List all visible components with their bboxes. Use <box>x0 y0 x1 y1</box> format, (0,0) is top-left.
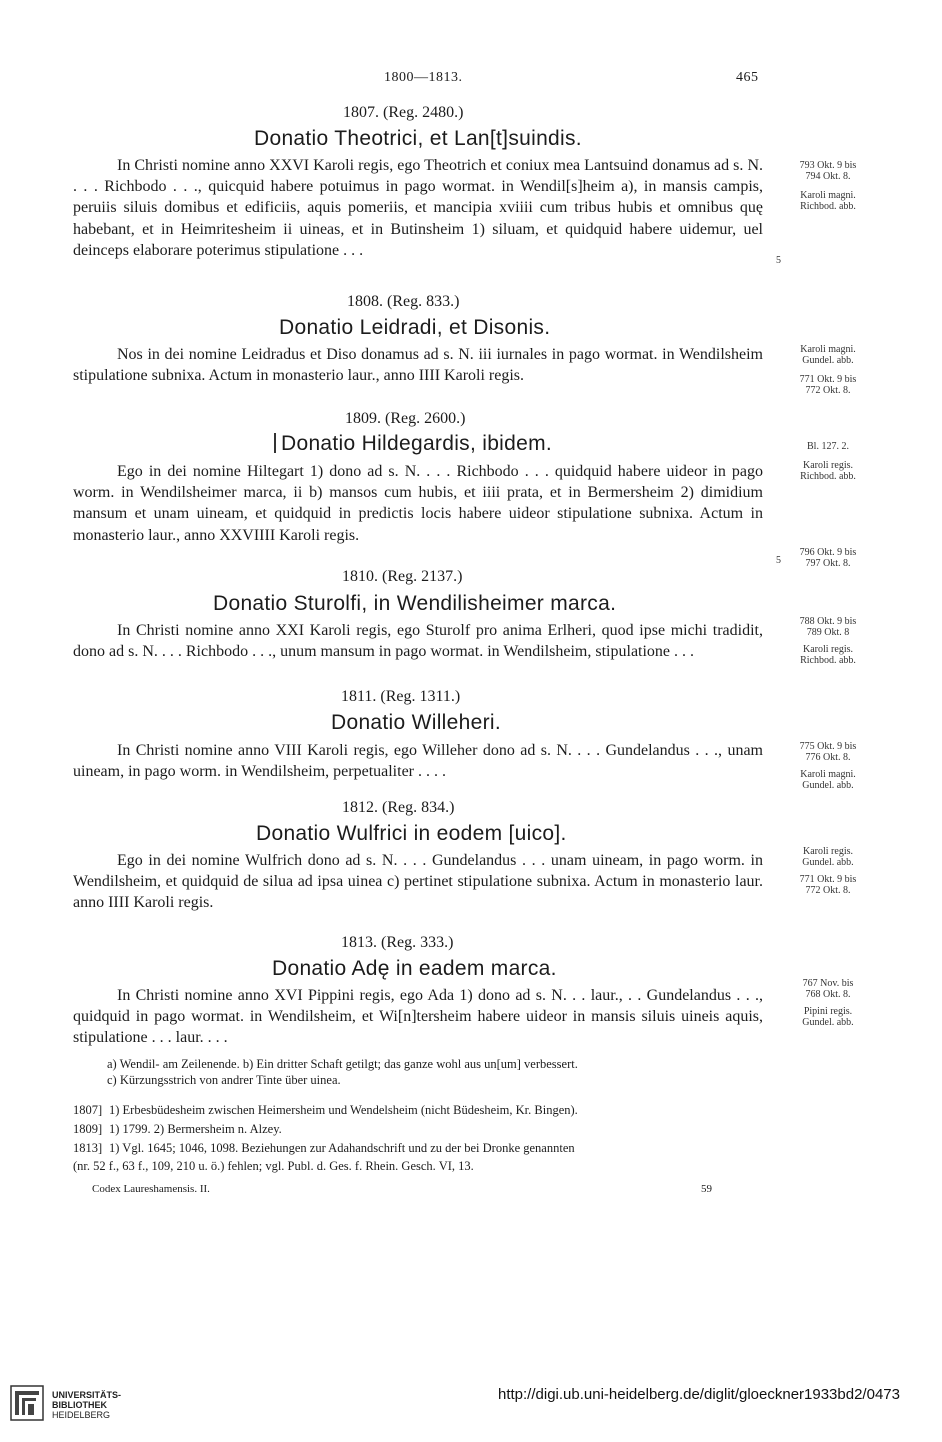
reg-heading-1811: 1811. (Reg. 1311.) <box>341 688 461 705</box>
footnote-text: 1) Vgl. 1645; 1046, 1098. Beziehungen zur Adahandschrift und zu der bei Dronke genannten <box>109 1141 575 1155</box>
textual-notes <box>73 1057 773 1088</box>
entry-title-1811: Donatio Willeheri. <box>331 711 501 734</box>
footnote-text: (nr. 52 f., 63 f., 109, 210 u. ö.) fehlen; vgl. Publ. d. Ges. f. Rhein. Gesch. VI, 13. <box>73 1159 474 1173</box>
entry-title-1808: Donatio Leidradi, et Disonis. <box>279 316 551 339</box>
sheet-signature: 59 <box>701 1183 712 1195</box>
footnote-row <box>73 1102 763 1118</box>
margin-note-1813: 767 Nov. bis 768 Okt. 8. Pipini regis. Gundel. abb. <box>802 978 854 1028</box>
folio-reference: Bl. 127. 2. <box>807 441 849 452</box>
library-name: UNIVERSITÄTS- BIBLIOTHEK HEIDELBERG <box>52 1390 122 1420</box>
footnote-text: 1) 1799. 2) Bermersheim n. Alzey. <box>109 1122 282 1136</box>
source-url-link[interactable]: http://digi.ub.uni-heidelberg.de/diglit/gloeckner1933bd2/0473 <box>498 1386 900 1403</box>
entry-title-1810: Donatio Sturolfi, in Wendilisheimer marca. <box>213 592 617 615</box>
page-number: 465 <box>736 70 759 85</box>
footnote-row <box>73 1121 763 1137</box>
footnote-ref: 1813] <box>73 1141 103 1155</box>
margin-note-1807: 793 Okt. 9 bis 794 Okt. 8. Karoli magni. Richbod. abb. <box>799 160 857 212</box>
entry-text-1807: In Christi nomine anno XXVI Karoli regis, ego Theotrich et coniux mea Lantsuind donamus ad s. N. . . . Richbodo . . ., quicquid habere potuimus in pago wormat. in Wendil[s]heim a), in mansis campis, peruiis siluis domibus et edificiis, aquis pomeriis, et mancipia xviiii cum tribus hubis et omnibus quę habebant, et in Heimritesheim ii uineas, et in Butinsheim 1) siluam, et quidquid habere uidemur, uel deinceps elaborare poterimus stipulatione . . . <box>73 157 763 259</box>
margin-rule <box>274 433 276 453</box>
reg-heading-1812: 1812. (Reg. 834.) <box>342 799 455 816</box>
running-head-range: 1800—1813. <box>384 70 463 85</box>
reg-heading-1810: 1810. (Reg. 2137.) <box>342 568 463 585</box>
entry-text-1808: Nos in dei nomine Leidradus et Diso donamus ad s. N. iii iurnales in pago wormat. in Wendilsheim stipulatione subnixa. Actum in monasterio laur., anno IIII Karoli regis. <box>73 346 763 385</box>
reg-heading-1808: 1808. (Reg. 833.) <box>347 293 460 310</box>
entry-title-1813: Donatio Adę in eadem marca. <box>272 957 557 980</box>
margin-note-1810: 788 Okt. 9 bis 789 Okt. 8 Karoli regis. Richbod. abb. <box>799 616 857 666</box>
entry-text-1813: In Christi nomine anno XVI Pippini regis, ego Ada 1) dono ad s. N. . . laur., . . Gundelandus . . ., quidquid in pago wormat. in Wendilsheim, et Wi[n]tersheim habere uideor in mansis siluis uineis aquis, stipulatione . . . laur. . . . <box>73 987 763 1047</box>
entry-title-1812: Donatio Wulfrici in eodem [uico]. <box>256 822 567 845</box>
footnote-text: 1) Erbesbüdesheim zwischen Heimersheim und Wendelsheim (nicht Büdesheim, Kr. Bingen). <box>109 1103 578 1117</box>
textual-note-line: c) Kürzungsstrich von andrer Tinte über uinea. <box>107 1072 341 1087</box>
reg-heading-1809: 1809. (Reg. 2600.) <box>345 410 466 427</box>
textual-note-line: a) Wendil- am Zeilenende. b) Ein dritter Schaft getilgt; das ganze wohl aus un[um] verbessert. <box>107 1057 578 1071</box>
entry-text-1810: In Christi nomine anno XXI Karoli regis, ego Sturolf pro anima Erlheri, quod ipse michi tradidit, dono ad s. N. . . . Richbodo . . ., unum mansum in pago wormat. in Wendilsheim, stipulatione . . . <box>73 622 763 661</box>
reg-heading-1807: 1807. (Reg. 2480.) <box>343 104 464 121</box>
entry-text-1809: Ego in dei nomine Hiltegart 1) dono ad s. N. . . . Richbodo . . . quidquid habere uideor in pago worm. in Wendilsheimer marca, ii b) mansos cum hubis, et iiii prata, et in Bermersheim 2) dimidium mansum et unam uineam, et quidquid in predictis locis habere uideor stipulatione subnixa. Actum in monasterio laur., anno XXVIIII Karoli regis. <box>73 463 763 544</box>
entry-text-1812: Ego in dei nomine Wulfrich dono ad s. N. . . . Gundelandus . . . unam uineam, in pago worm. in Wendilsheim, et quidquid de silua ad ipsa uinea c) pertinet stipulatione subnixa. Actum in monasterio laur. anno IIII Karoli regis. <box>73 852 763 912</box>
footnote-ref: 1809] <box>73 1122 103 1136</box>
line-number-marker: 5 <box>776 555 781 566</box>
line-number-marker: 5 <box>776 255 781 266</box>
margin-note-1811: 775 Okt. 9 bis 776 Okt. 8. Karoli magni. Gundel. abb. <box>799 741 857 791</box>
reg-heading-1813: 1813. (Reg. 333.) <box>341 934 454 951</box>
margin-note-1809: Karoli regis. Richbod. abb. <box>800 460 856 482</box>
entry-text-1811: In Christi nomine anno VIII Karoli regis, ego Willeher dono ad s. N. . . . Gundelandus . . ., unam uineam, in pago worm. in Wendilsheim, perpetualiter . . . . <box>73 742 763 781</box>
footnote-row <box>73 1158 763 1174</box>
footer-title: Codex Laureshamensis. II. <box>92 1183 210 1195</box>
entry-title-1807: Donatio Theotrici, et Lan[t]suindis. <box>254 127 582 150</box>
entry-title-1809: Donatio Hildegardis, ibidem. <box>281 432 553 455</box>
margin-note-1812: Karoli regis. Gundel. abb. 771 Okt. 9 bis 772 Okt. 8. <box>799 846 857 896</box>
library-logo-icon <box>10 1385 44 1421</box>
footnote-row <box>73 1140 763 1156</box>
margin-note-1808: Karoli magni. Gundel. abb. 771 Okt. 9 bis 772 Okt. 8. <box>799 344 857 396</box>
margin-note-1809-date: 796 Okt. 9 bis 797 Okt. 8. <box>799 547 857 569</box>
footnote-ref: 1807] <box>73 1103 103 1117</box>
